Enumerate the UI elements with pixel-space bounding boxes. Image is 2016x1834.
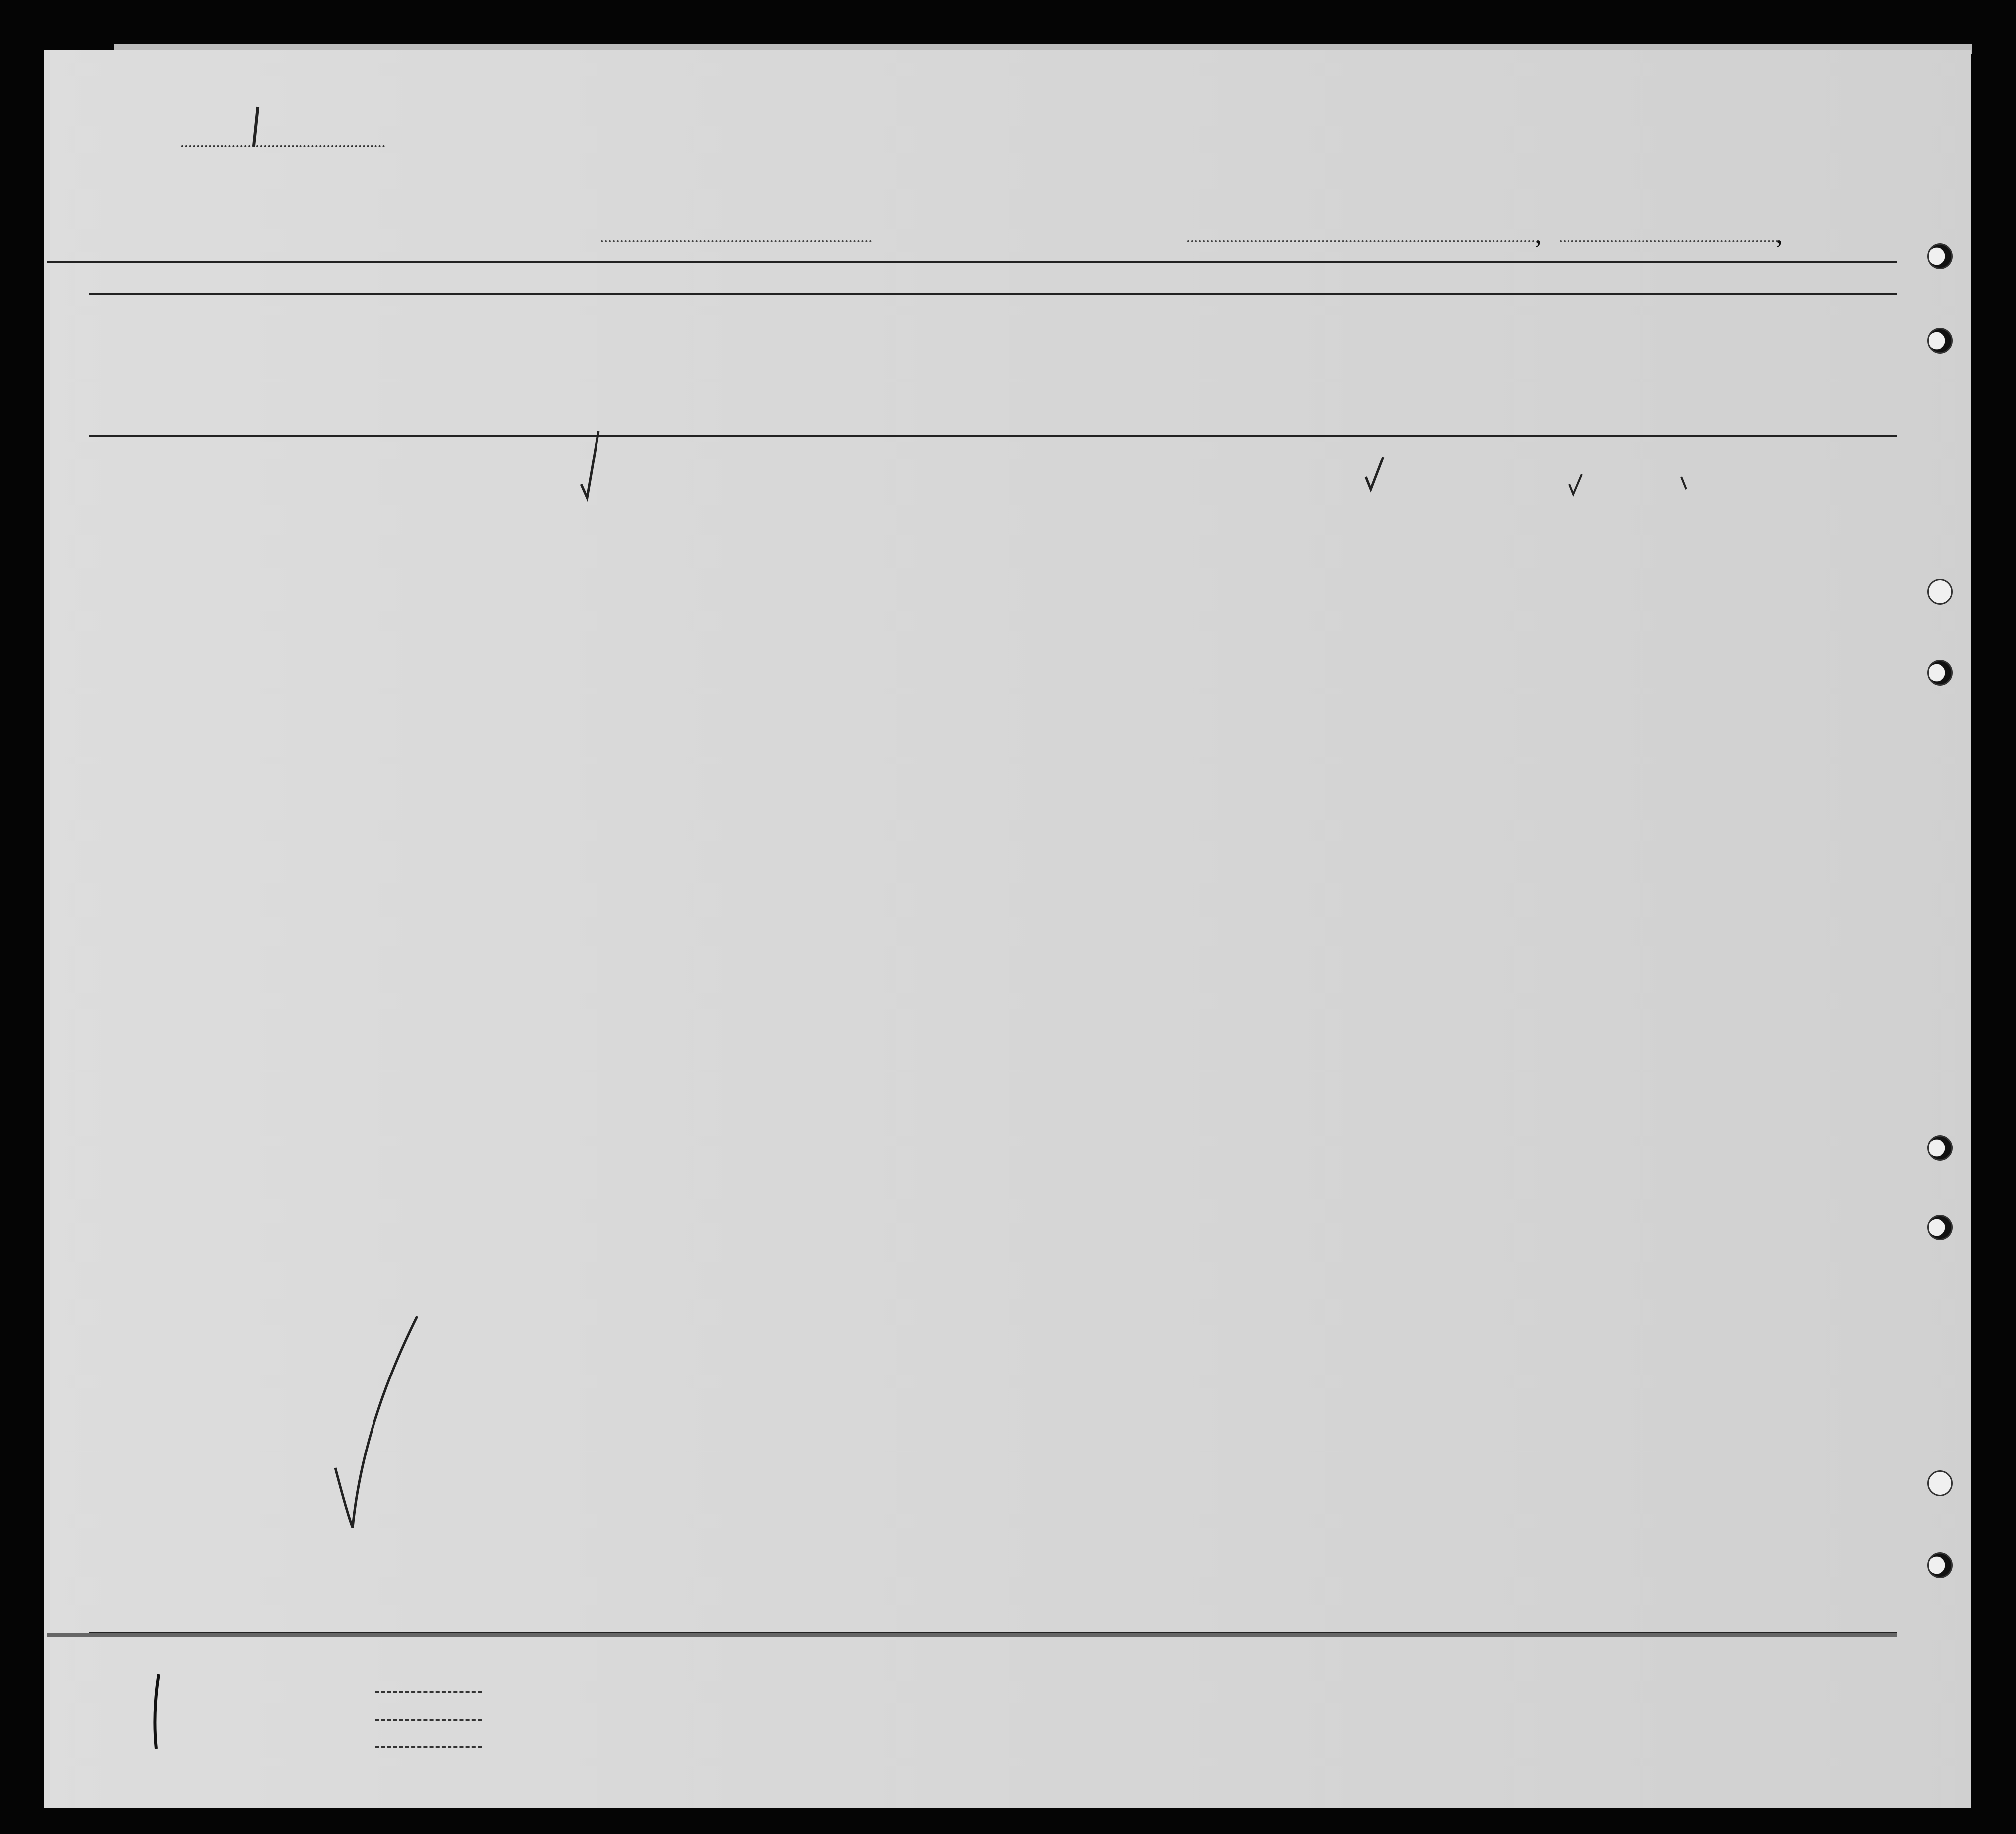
binder-hole	[1927, 243, 1953, 269]
binder-hole	[1927, 660, 1953, 686]
footer-aliens-line	[375, 1746, 482, 1748]
age-check-mark	[581, 431, 598, 498]
visa-check-mark	[1366, 457, 1383, 489]
large-check-mark	[335, 1316, 417, 1528]
binder-hole	[1927, 1135, 1953, 1161]
comma: ,	[1535, 219, 1542, 250]
footer-total-line	[375, 1691, 482, 1693]
binder-hole	[1927, 1470, 1953, 1496]
date-check-mark	[1569, 474, 1582, 494]
binder-hole	[1927, 1552, 1953, 1578]
comma: ,	[1776, 219, 1783, 250]
binder-hole	[1927, 1215, 1953, 1240]
footer-pen-stroke	[155, 1674, 159, 1749]
binder-hole	[1927, 579, 1953, 605]
binder-hole	[1927, 328, 1953, 354]
verification-mark	[1681, 477, 1686, 489]
footer-citizens-line	[375, 1719, 482, 1721]
